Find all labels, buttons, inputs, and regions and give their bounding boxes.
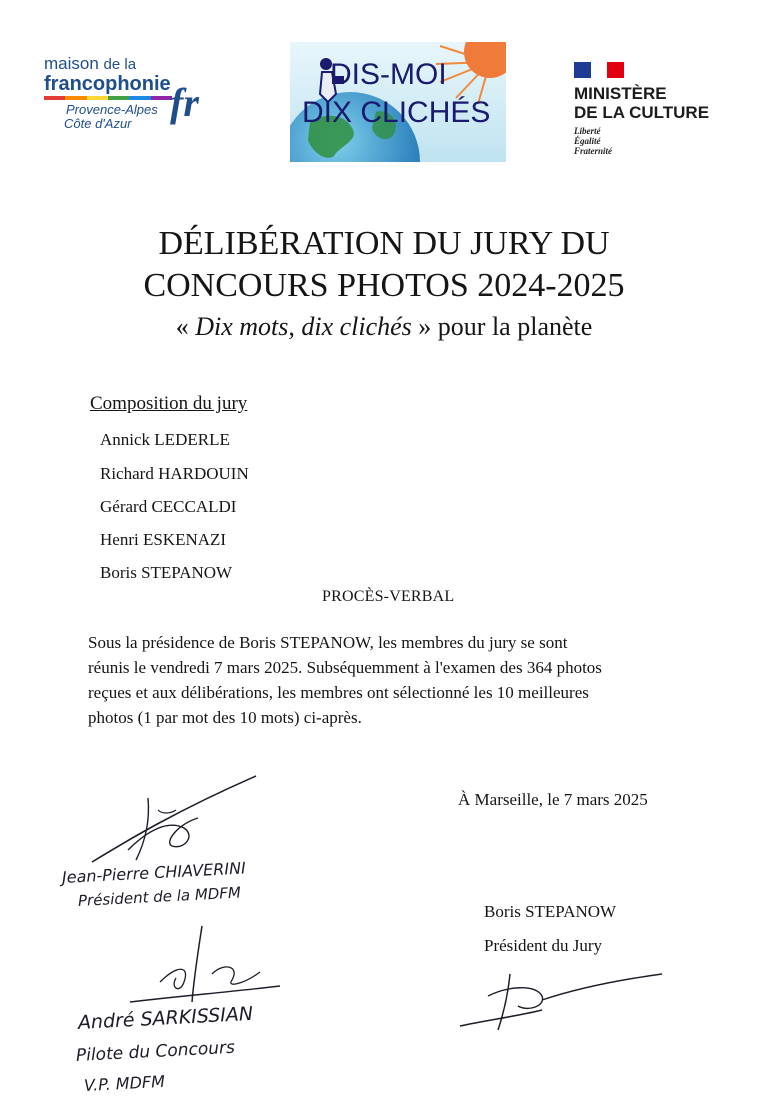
- jury-member: Richard HARDOUIN: [100, 464, 249, 483]
- paragraph-line: réunis le vendredi 7 mars 2025. Subséquemment à l'examen des 364 photos: [88, 658, 602, 677]
- ministere-culture-logo: [574, 62, 744, 172]
- pv-heading: PROCÈS-VERBAL: [322, 588, 455, 605]
- jury-heading: Composition du jury: [90, 393, 248, 414]
- signer-role: Président du Jury: [484, 936, 603, 955]
- jury-member: Boris STEPANOW: [100, 563, 233, 582]
- motto-fraternite: Fraternité: [574, 146, 613, 156]
- dismoi-logo: [290, 42, 506, 162]
- flag-blue: [574, 62, 591, 78]
- mdlf-maison: maison: [44, 54, 99, 73]
- handwritten-sig1-name: Jean-Pierre CHIAVERINI: [61, 858, 247, 887]
- signature-3-scribble: [458, 966, 668, 1036]
- subtitle: [40, 312, 728, 342]
- rainbow-purple: [151, 96, 172, 100]
- subtitle-open: «: [175, 312, 196, 341]
- mdlf-fr-mark: fr: [170, 80, 199, 125]
- rainbow-red: [44, 96, 65, 100]
- rainbow-green: [108, 96, 129, 100]
- handwritten-sig1-title: Président de la MDFM: [77, 883, 242, 910]
- motto-egalite: Égalité: [574, 136, 601, 146]
- rainbow-yellow: [87, 96, 108, 100]
- minutes-paragraph: [88, 630, 698, 730]
- jury-member: Annick LEDERLE: [100, 430, 230, 449]
- mdlf-provence-alpes: Provence-Alpes: [66, 102, 158, 117]
- mdlf-logo: [44, 55, 234, 145]
- handwritten-sig2-title: Pilote du Concours: [75, 1037, 236, 1066]
- title-line1: DÉLIBÉRATION DU JURY DU: [158, 225, 610, 262]
- motto-liberte: Liberté: [574, 126, 601, 136]
- signature-2-scribble: [120, 922, 290, 1012]
- rainbow-orange: [65, 96, 86, 100]
- mdlf-cote-azur: Côte d'Azur: [64, 116, 132, 131]
- rainbow-blue: [129, 96, 150, 100]
- ministere-line2: DE LA CULTURE: [574, 103, 710, 122]
- subtitle-italic: Dix mots, dix clichés: [195, 312, 412, 341]
- mdlf-de-la: de la: [103, 56, 137, 73]
- signature-1-scribble: [88, 770, 268, 870]
- jury-member: Gérard CECCALDI: [100, 497, 237, 516]
- mdlf-francophonie: francophonie: [44, 73, 171, 95]
- dismoi-line2: DIX CLICHÉS: [302, 96, 491, 129]
- paragraph-line: reçues et aux délibérations, les membres ont sélectionné les 10 meilleures: [88, 683, 589, 702]
- paragraph-line: Sous la présidence de Boris STEPANOW, les membres du jury se sont: [88, 633, 568, 652]
- flag-white: [591, 62, 608, 78]
- dismoi-line1: DIS-MOI: [330, 58, 447, 91]
- ministere-line1: MINISTÈRE: [574, 84, 667, 103]
- title-line2: CONCOURS PHOTOS 2024-2025: [143, 267, 625, 304]
- place-date: À Marseille, le 7 mars 2025: [458, 790, 648, 809]
- republic-flag-icon: [574, 62, 624, 78]
- republic-motto: [574, 126, 744, 156]
- mdlf-rainbow-bar: [44, 96, 172, 100]
- handwritten-sig2-name: André SARKISSIAN: [77, 1002, 254, 1034]
- subtitle-close: » pour la planète: [411, 312, 593, 341]
- signer-name: Boris STEPANOW: [484, 902, 617, 921]
- jury-member: Henri ESKENAZI: [100, 530, 227, 549]
- flag-red: [607, 62, 624, 78]
- handwritten-sig2-vp: V.P. MDFM: [83, 1071, 166, 1095]
- paragraph-line: photos (1 par mot des 10 mots) ci-après.: [88, 708, 362, 727]
